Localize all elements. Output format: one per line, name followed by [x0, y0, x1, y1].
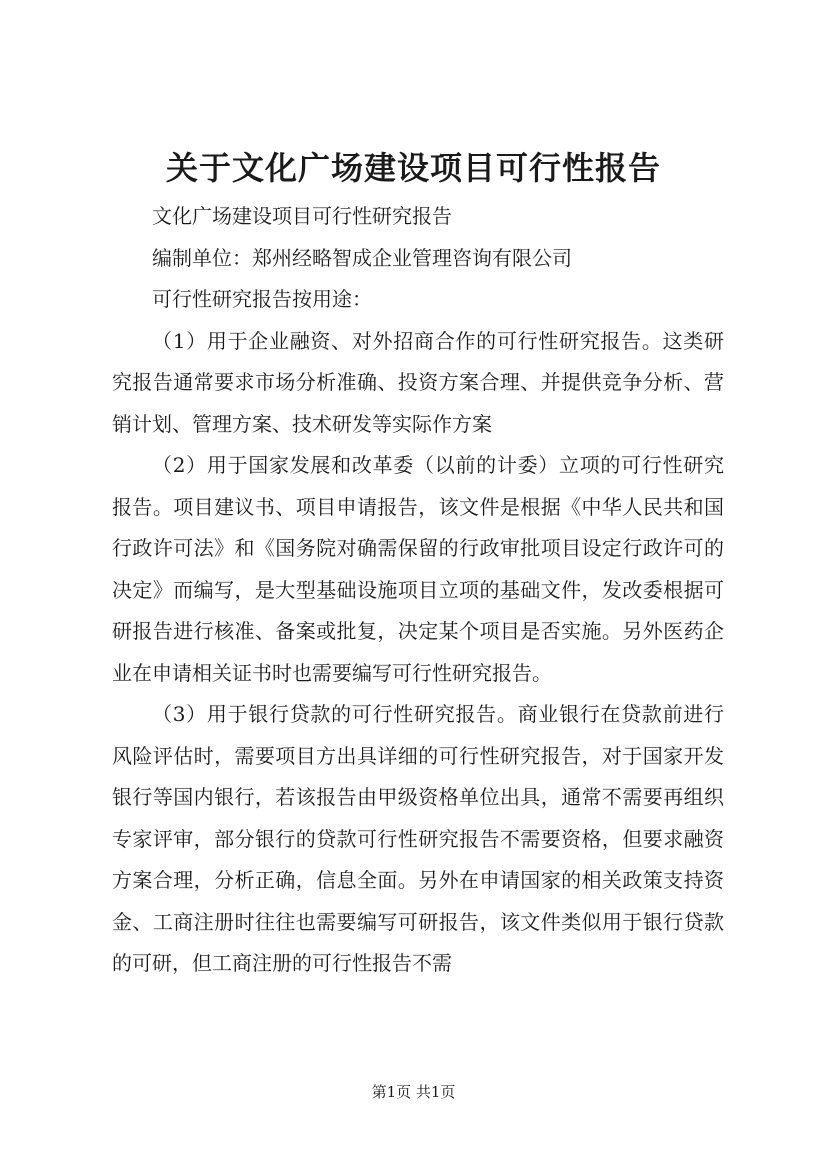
paragraph-purpose-2: （2）用于国家发展和改革委（以前的计委）立项的可行性研究报告。项目建议书、项目申请报告，该文件是根据《中华人民共和国行政许可法》和《国务院对确需保留的行政审批项目设定行政许可的决定》而编写，是大型基础设施项目立项的基础文件，发改委根据可研报告进行核准、备案或批复，决定某个项目是否实施。另外医药企业在申请相关证书时也需要编写可行性研究报告。 [112, 453, 724, 685]
document-body [112, 196, 724, 985]
paragraph-purpose-3: （3）用于银行贷款的可行性研究报告。商业银行在贷款前进行风险评估时，需要项目方出具详细的可行性研究报告，对于国家开发银行等国内银行，若该报告由甲级资格单位出具，通常不需要再组织专家评审，部分银行的贷款可行性研究报告不需要资格，但要求融资方案合理，分析正确，信息全面。另外在申请国家的相关政策支持资金、工商注册时往往也需要编写可研报告，该文件类似用于银行贷款的可研，但工商注册的可行性报告不需 [112, 702, 724, 975]
page-footer: 第1页 共1页 [371, 1083, 456, 1101]
paragraph-purpose-1: （1）用于企业融资、对外招商合作的可行性研究报告。这类研究报告通常要求市场分析准确、投资方案合理、并提供竞争分析、营销计划、管理方案、技术研发等实际作方案 [112, 328, 724, 436]
paragraph-purpose-heading: 可行性研究报告按用途： [152, 287, 372, 311]
document-title: 关于文化广场建设项目可行性报告 [165, 149, 661, 187]
paragraph-compiler: 编制单位：郑州经略智成企业管理咨询有限公司 [152, 245, 572, 270]
paragraph-subtitle: 文化广场建设项目可行性研究报告 [152, 204, 452, 228]
